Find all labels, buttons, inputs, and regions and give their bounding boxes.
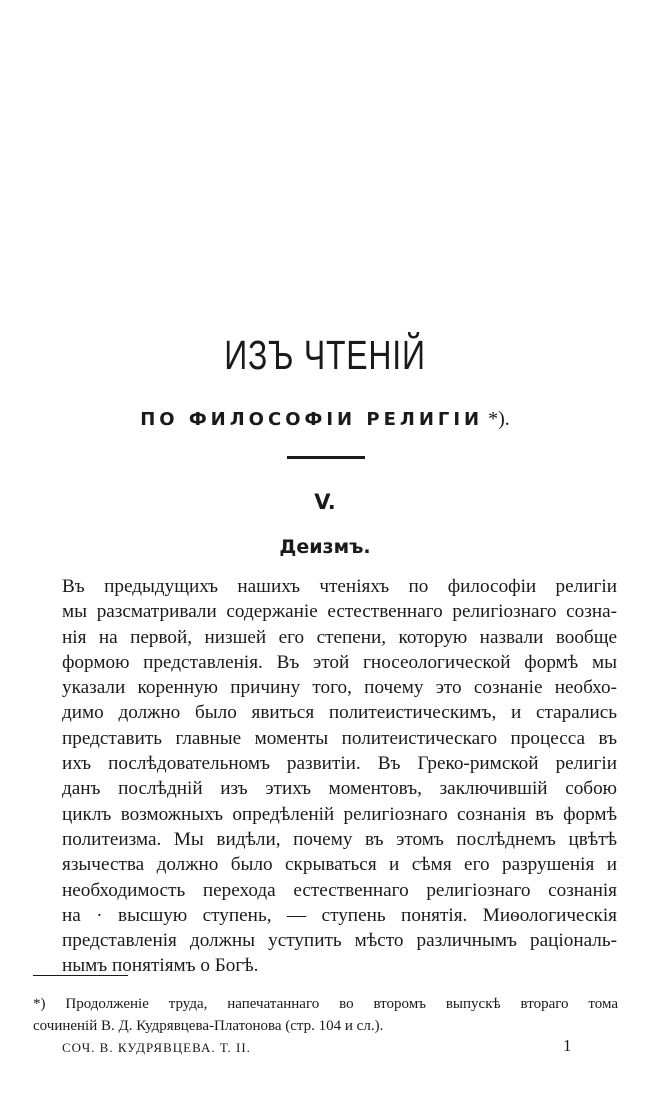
footnote-divider (33, 975, 128, 976)
text-line: на · высшую ступень, — ступень понятія. Миѳологическія (62, 904, 617, 926)
text-line: нія на первой, низшей его степени, которую назвали вообще (62, 626, 617, 648)
text-line: представить главные моменты политеистическаго процесса въ (62, 727, 617, 749)
text-line: нымъ понятіямъ о Богѣ. (62, 955, 259, 977)
text-line: указали коренную причину того, почему это сознаніе необхо- (62, 677, 617, 699)
text-line: ихъ послѣдовательномъ развитіи. Въ Греко-римской религіи (62, 753, 617, 775)
text-line: данъ послѣдній изъ этихъ моментовъ, заключившій собою (62, 778, 617, 800)
text-line: необходимость перехода естественнаго религіознаго сознанія (62, 879, 617, 901)
text-line: политеизма. Мы видѣли, почему въ этомъ послѣднемъ цвѣтѣ (62, 828, 617, 850)
text-line: мы разсматривали содержаніе естественнаго религіознаго созна- (62, 601, 617, 623)
text-line: представленія должны уступить мѣсто различнымъ раціональ- (62, 930, 617, 952)
section-number: V. (314, 490, 336, 514)
body-paragraph (62, 574, 617, 979)
text-line: язычества должно было скрываться и сѣмя его разрушенія и (62, 854, 617, 876)
printer-signature: СОЧ. В. КУДРЯВЦЕВА. Т. II. (62, 1040, 251, 1055)
footnote-line: *) Продолженіе труда, напечатаннаго во второмъ выпускѣ втораго тома (33, 996, 618, 1012)
subtitle-text: ПО ФИЛОСОФІИ РЕЛИГІИ (140, 409, 484, 430)
page-title: ИЗЪ ЧТЕНІЙ (224, 332, 426, 378)
text-line: формою представленія. Въ этой гносеологической формѣ мы (62, 651, 617, 673)
footnote-mark: *). (483, 408, 510, 430)
text-line: димо должно было явиться политеистическимъ, и старались (62, 702, 617, 724)
footnote (33, 993, 618, 1037)
page-subtitle (0, 403, 650, 435)
title-divider (287, 456, 365, 459)
section-title: Деизмъ. (279, 536, 371, 558)
footnote-line: сочиненій В. Д. Кудрявцева-Платонова (стр. 104 и сл.). (33, 1018, 384, 1034)
page-number: 1 (563, 1036, 572, 1055)
text-line: Въ предыдущихъ нашихъ чтеніяхъ по философіи религіи (62, 576, 617, 597)
text-line: циклъ возможныхъ опредѣленій религіознаго сознанія въ формѣ (62, 803, 617, 825)
